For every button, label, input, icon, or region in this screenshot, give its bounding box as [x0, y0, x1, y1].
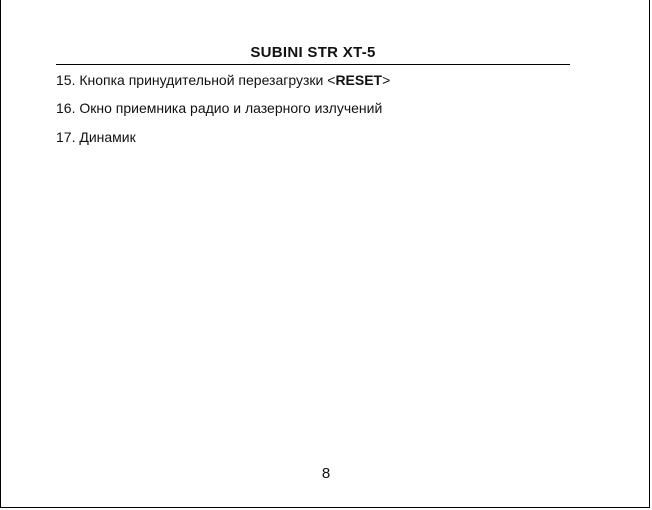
list-item-text: 15. Кнопка принудительной перезагрузки <: [56, 72, 336, 88]
page-title: SUBINI STR XT-5: [250, 44, 376, 61]
list-item-receiver-window: 16. Окно приемника радио и лазерного излучений: [56, 100, 383, 116]
header-divider: [56, 64, 570, 65]
list-item-speaker: 17. Динамик: [56, 129, 136, 145]
list-item-reset-button: [56, 72, 390, 89]
page-number: 8: [321, 465, 331, 482]
list-item-text-end: >: [382, 72, 391, 88]
reset-label: RESET: [335, 72, 383, 88]
